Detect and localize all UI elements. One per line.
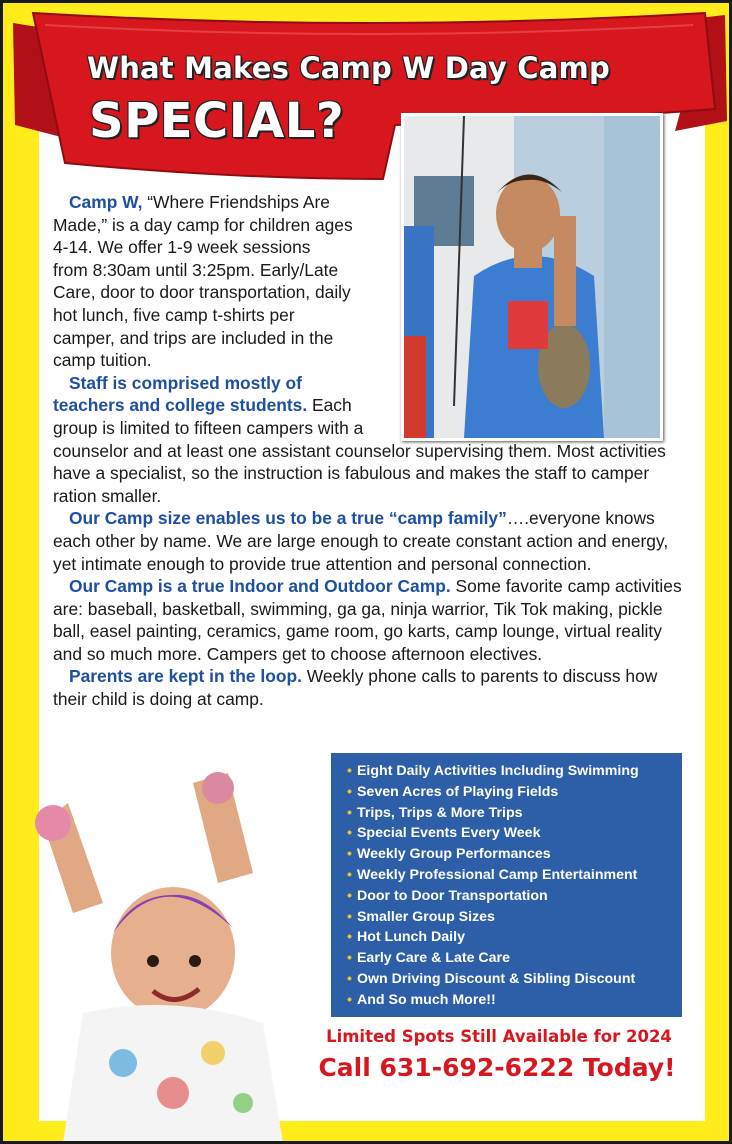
- feature-item: • Seven Acres of Playing Fields: [347, 783, 559, 800]
- bullet-icon: •: [347, 950, 352, 967]
- bullet-icon: •: [347, 887, 352, 904]
- bullet-icon: •: [347, 866, 352, 883]
- lead-camp-w: Camp W,: [69, 192, 143, 212]
- painted-child-photo: [13, 763, 313, 1143]
- lead-indoor-outdoor: Our Camp is a true Indoor and Outdoor Camp.: [69, 576, 451, 597]
- bullet-icon: •: [347, 825, 352, 842]
- bullet-icon: •: [347, 908, 352, 925]
- feature-item: • Eight Daily Activities Including Swimming: [347, 763, 639, 779]
- limited-spots-text: Limited Spots Still Available for 2024: [326, 1027, 672, 1046]
- feature-item: • Smaller Group Sizes: [347, 908, 495, 925]
- lead-staff: Staff is comprised mostly of: [69, 372, 302, 393]
- features-box: [331, 753, 682, 1017]
- bullet-icon: •: [347, 783, 352, 800]
- paragraph-staff: Staff is comprised mostly of teachers and college students. Each group is limited to fifteen campers with a counselor and at least one assistant counselor supervising them. Most activities have a specialist, so the instruction is fabulous and makes the staff to camper ration smaller.: [53, 372, 666, 506]
- paragraph-camp-family: Our Camp size enables us to be a true “camp family”….everyone knows each other by name. We are large enough to create constant action and energy, yet intimate enough to provide true attention and personal connection.: [53, 508, 669, 574]
- call-phone-text: Call 631-692-6222 Today!: [318, 1053, 676, 1082]
- headline-line1: What Makes Camp W Day Camp: [87, 51, 610, 85]
- bullet-icon: •: [347, 763, 352, 779]
- lead-camp-family: Our Camp size enables us to be a true “camp family”: [69, 508, 507, 529]
- lead-parents: Parents are kept in the loop.: [69, 666, 302, 687]
- paragraph-intro: Camp W, “Where Friendships Are Made,” is a day camp for children ages 4-14. We offer 1-9 week sessions from 8:30am until 3:25pm. Early/Late Care, door to door transportation, daily hot lunch, five camp t-shirts per camper, and trips are included in the camp tuition.: [53, 192, 353, 371]
- features-list: [347, 761, 682, 1011]
- feature-item: • Own Driving Discount & Sibling Discount: [347, 970, 636, 987]
- feature-item: • Special Events Every Week: [347, 825, 541, 842]
- headline-special: SPECIAL?: [89, 93, 345, 149]
- bullet-icon: •: [347, 970, 352, 987]
- bullet-icon: •: [347, 804, 352, 821]
- bullet-icon: •: [347, 846, 352, 863]
- body-copy: [53, 191, 689, 711]
- bullet-icon: •: [347, 991, 352, 1008]
- feature-item: • Weekly Group Performances: [347, 846, 551, 863]
- feature-item: • Hot Lunch Daily: [347, 929, 465, 946]
- paragraph-indoor-outdoor: Our Camp is a true Indoor and Outdoor Camp. Some favorite camp activities are: baseball, basketball, swimming, ga ga, ninja warrior, Tik Tok making, pickle ball, easel painting, ceramics, game room, go karts, camp lounge, virtual reality and so much more. Campers get to choose afternoon electives.: [53, 576, 682, 664]
- feature-item: • Weekly Professional Camp Entertainment: [347, 866, 638, 883]
- paragraph-parents: Parents are kept in the loop. Weekly phone calls to parents to discuss how their child is doing at camp.: [53, 666, 658, 710]
- feature-item: • Trips, Trips & More Trips: [347, 804, 523, 821]
- bullet-icon: •: [347, 929, 352, 946]
- feature-item: • Early Care & Late Care: [347, 950, 510, 967]
- feature-item: • And So much More!!: [347, 991, 496, 1008]
- feature-item: • Door to Door Transportation: [347, 887, 548, 904]
